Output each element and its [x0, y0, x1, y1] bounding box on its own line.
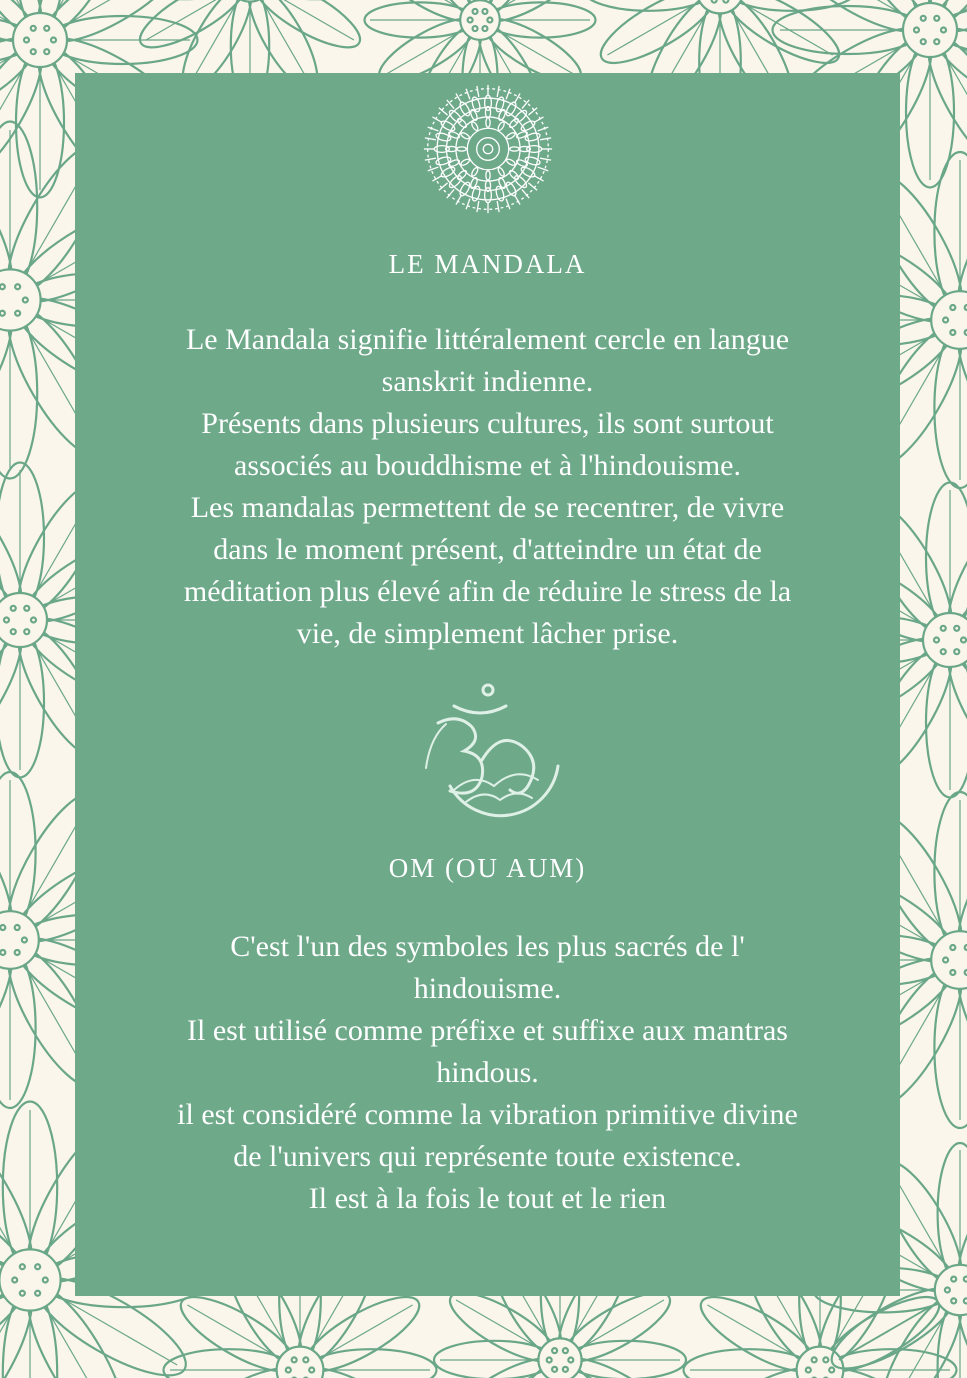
om-title: OM (OU AUM) [388, 853, 587, 883]
text-line: associés au bouddhisme et à l'hindouisme. [234, 449, 741, 482]
text-line: il est considéré comme la vibration primitive divine [177, 1098, 798, 1131]
text-line: méditation plus élevé afin de réduire le stress de la [183, 575, 792, 608]
text-line: C'est l'un des symboles les plus sacrés de l' [230, 930, 745, 963]
text-line: Présents dans plusieurs cultures, ils sont surtout [201, 407, 774, 440]
mandala-icon [422, 83, 554, 215]
content-panel [75, 73, 900, 1296]
text-line: hindouisme. [413, 972, 562, 1005]
om-icon [408, 678, 568, 828]
text-line: Les mandalas permettent de se recentrer, de vivre [190, 491, 785, 524]
text-line: dans le moment présent, d'atteindre un état de [213, 533, 762, 566]
text-line: vie, de simplement lâcher prise. [296, 617, 679, 650]
mandala-description [75, 319, 900, 655]
om-description [75, 926, 900, 1220]
text-line: hindous. [436, 1056, 539, 1089]
text-line: sanskrit indienne. [381, 365, 594, 398]
text-line: Il est à la fois le tout et le rien [308, 1182, 667, 1215]
text-line: Il est utilisé comme préfixe et suffixe aux mantras [187, 1014, 788, 1047]
text-line: Le Mandala signifie littéralement cercle en langue [185, 323, 790, 356]
text-line: de l'univers qui représente toute existence. [233, 1140, 742, 1173]
mandala-title: LE MANDALA [388, 249, 587, 279]
